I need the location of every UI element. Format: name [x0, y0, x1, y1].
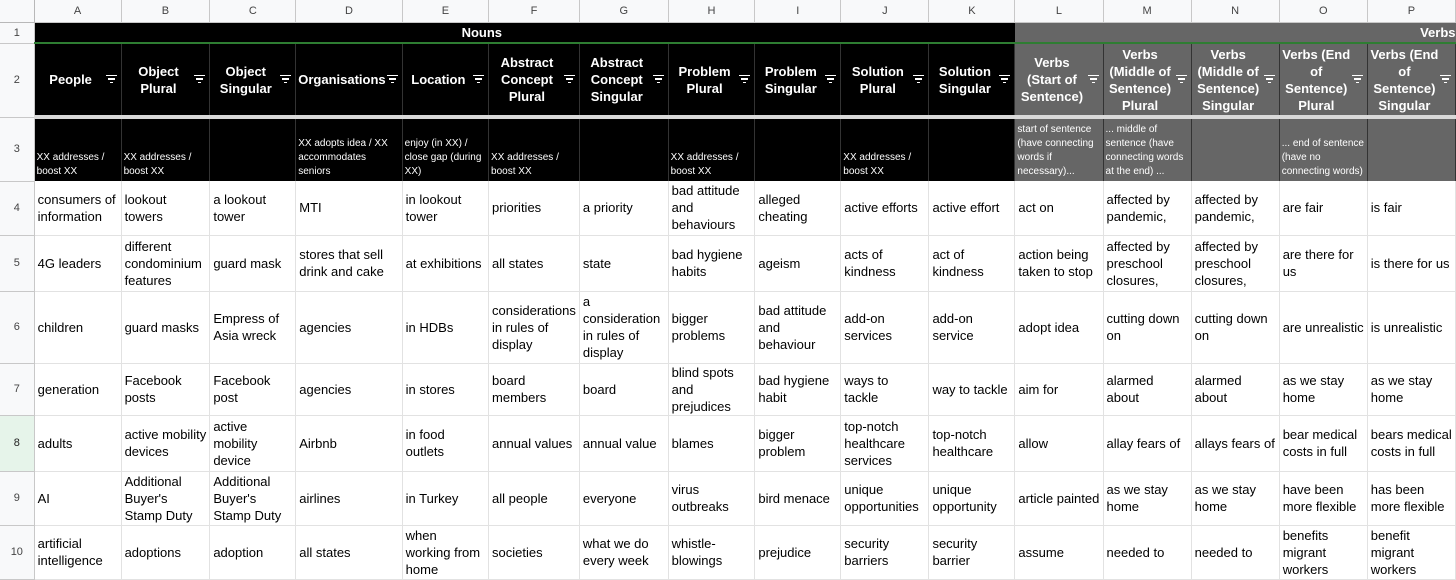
filter-icon[interactable]	[1264, 75, 1275, 85]
column-header-a[interactable]: A	[34, 0, 121, 22]
cell-i8[interactable]: bigger problem	[755, 415, 841, 471]
column-title-text: Verbs (End of Sentence) Plural	[1282, 46, 1351, 113]
cell-j4[interactable]: active efforts	[841, 181, 929, 235]
cell-f5[interactable]: all states	[489, 235, 580, 291]
column-title-k[interactable]	[929, 43, 1015, 117]
column-header-h[interactable]: H	[668, 0, 755, 22]
cell-f8[interactable]: annual values	[489, 415, 580, 471]
table-row	[0, 471, 1456, 525]
cell-j6[interactable]: add-on services	[841, 291, 929, 363]
cell-c6[interactable]: Empress of Asia wreck	[210, 291, 296, 363]
cell-c4[interactable]: a lookout tower	[210, 181, 296, 235]
cell-l4[interactable]: act on	[1015, 181, 1103, 235]
cell-e4[interactable]: in lookout tower	[402, 181, 488, 235]
table-row	[0, 181, 1456, 235]
cell-g5[interactable]: state	[579, 235, 668, 291]
column-title-text: Problem Plural	[678, 63, 731, 96]
cell-p10[interactable]: benefit migrant workers	[1367, 525, 1455, 579]
column-header-e[interactable]: E	[402, 0, 488, 22]
cell-p7[interactable]: as we stay home	[1367, 363, 1455, 415]
cell-k5[interactable]: act of kindness	[929, 235, 1015, 291]
column-title-a[interactable]	[34, 43, 121, 117]
cell-c8[interactable]: active mobility device	[210, 415, 296, 471]
filter-icon[interactable]	[739, 75, 750, 85]
cell-g10[interactable]: what we do every week	[579, 525, 668, 579]
column-description-g[interactable]	[579, 117, 668, 181]
column-description-h[interactable]: XX addresses / boost XX	[668, 117, 755, 181]
row-header-1[interactable]: 1	[0, 22, 34, 43]
cell-b6[interactable]: guard masks	[121, 291, 210, 363]
column-header-k[interactable]: K	[929, 0, 1015, 22]
column-description-i[interactable]	[755, 117, 841, 181]
filter-icon[interactable]	[280, 75, 291, 85]
column-title-h[interactable]	[668, 43, 755, 117]
cell-d10[interactable]: all states	[296, 525, 402, 579]
column-title-g[interactable]	[579, 43, 668, 117]
column-title-text: Problem Singular	[764, 63, 817, 96]
filter-icon[interactable]	[825, 75, 836, 85]
column-header-g[interactable]: G	[579, 0, 668, 22]
cell-k9[interactable]: unique opportunity	[929, 471, 1015, 525]
cell-i9[interactable]: bird menace	[755, 471, 841, 525]
cell-a8[interactable]: adults	[34, 415, 121, 471]
cell-n5[interactable]: affected by preschool closures,	[1191, 235, 1279, 291]
cell-b8[interactable]: active mobility devices	[121, 415, 210, 471]
column-title-text: Abstract Concept Singular	[590, 55, 644, 104]
cell-h5[interactable]: bad hygiene habits	[668, 235, 755, 291]
row-header-2[interactable]: 2	[0, 43, 34, 117]
cell-c9[interactable]: Additional Buyer's Stamp Duty	[210, 471, 296, 525]
cell-h9[interactable]: virus outbreaks	[668, 471, 755, 525]
filter-icon[interactable]	[564, 75, 575, 85]
row-header-3[interactable]: 3	[0, 117, 34, 181]
cell-a4[interactable]: consumers of information	[34, 181, 121, 235]
column-description-c[interactable]	[210, 117, 296, 181]
column-title-text: Verbs (Middle of Sentence) Plural	[1108, 46, 1172, 113]
column-description-o[interactable]: ... end of sentence (have no connecting words)	[1279, 117, 1367, 181]
cell-b5[interactable]: different condominium features	[121, 235, 210, 291]
row-header-8[interactable]: 8	[0, 415, 34, 471]
cell-j10[interactable]: security barriers	[841, 525, 929, 579]
cell-d4[interactable]: MTI	[296, 181, 402, 235]
filter-icon[interactable]	[194, 75, 205, 85]
filter-icon[interactable]	[387, 75, 398, 85]
cell-k8[interactable]: top-notch healthcare	[929, 415, 1015, 471]
cell-k1[interactable]	[929, 22, 1015, 43]
row-header-4[interactable]: 4	[0, 181, 34, 235]
cell-n7[interactable]: alarmed about	[1191, 363, 1279, 415]
column-description-a[interactable]: XX addresses / boost XX	[34, 117, 121, 181]
row-header-6[interactable]: 6	[0, 291, 34, 363]
cell-l5[interactable]: action being taken to stop	[1015, 235, 1103, 291]
cell-c7[interactable]: Facebook post	[210, 363, 296, 415]
cell-e5[interactable]: at exhibitions	[402, 235, 488, 291]
cell-a10[interactable]: artificial intelligence	[34, 525, 121, 579]
column-header-p[interactable]: P	[1367, 0, 1455, 22]
column-title-b[interactable]	[121, 43, 210, 117]
cell-p9[interactable]: has been more flexible	[1367, 471, 1455, 525]
column-header-o[interactable]: O	[1279, 0, 1367, 22]
cell-b9[interactable]: Additional Buyer's Stamp Duty	[121, 471, 210, 525]
column-header-m[interactable]: M	[1103, 0, 1191, 22]
cell-o8[interactable]: bear medical costs in full	[1279, 415, 1367, 471]
cell-l8[interactable]: allow	[1015, 415, 1103, 471]
cell-i6[interactable]: bad attitude and behaviour	[755, 291, 841, 363]
cell-b4[interactable]: lookout towers	[121, 181, 210, 235]
column-title-text: Verbs (Middle of Sentence) Singular	[1197, 46, 1260, 113]
cell-p6[interactable]: is unrealistic	[1367, 291, 1455, 363]
filter-icon[interactable]	[106, 75, 117, 85]
cell-j9[interactable]: unique opportunities	[841, 471, 929, 525]
column-title-text: Object Plural	[138, 63, 179, 96]
nouns-group-label[interactable]: Nouns	[34, 22, 929, 43]
cell-i10[interactable]: prejudice	[755, 525, 841, 579]
cell-i5[interactable]: ageism	[755, 235, 841, 291]
filter-icon[interactable]	[653, 75, 664, 85]
cell-b7[interactable]: Facebook posts	[121, 363, 210, 415]
column-header-b[interactable]: B	[121, 0, 210, 22]
cell-g9[interactable]: everyone	[579, 471, 668, 525]
column-title-text: Object Singular	[219, 63, 272, 96]
cell-l10[interactable]: assume	[1015, 525, 1103, 579]
cell-n8[interactable]: allays fears of	[1191, 415, 1279, 471]
cell-f6[interactable]: considerations in rules of display	[489, 291, 580, 363]
column-title-n[interactable]	[1191, 43, 1279, 117]
column-title-j[interactable]	[841, 43, 929, 117]
cell-o10[interactable]: benefits migrant workers	[1279, 525, 1367, 579]
cell-o5[interactable]: are there for us	[1279, 235, 1367, 291]
column-description-f[interactable]: XX addresses / boost XX	[489, 117, 580, 181]
cell-p5[interactable]: is there for us	[1367, 235, 1455, 291]
filter-icon[interactable]	[1088, 75, 1099, 85]
cell-g8[interactable]: annual value	[579, 415, 668, 471]
column-description-d[interactable]: XX adopts idea / XX accommodates seniors	[296, 117, 402, 181]
column-title-l[interactable]	[1015, 43, 1103, 117]
cell-m7[interactable]: alarmed about	[1103, 363, 1191, 415]
cell-m5[interactable]: affected by preschool closures,	[1103, 235, 1191, 291]
cell-e7[interactable]: in stores	[402, 363, 488, 415]
cell-i4[interactable]: alleged cheating	[755, 181, 841, 235]
select-all-corner[interactable]	[0, 0, 34, 22]
cell-a7[interactable]: generation	[34, 363, 121, 415]
column-description-m[interactable]: ... middle of sentence (have connecting words at the end) ...	[1103, 117, 1191, 181]
column-header-c[interactable]: C	[210, 0, 296, 22]
column-title-text: People	[49, 72, 92, 87]
cell-e10[interactable]: when working from home	[402, 525, 488, 579]
column-description-l[interactable]: start of sentence (have connecting words if necessary)...	[1015, 117, 1103, 181]
filter-icon[interactable]	[913, 75, 924, 85]
filter-icon[interactable]	[999, 75, 1010, 85]
row-header-7[interactable]: 7	[0, 363, 34, 415]
cell-p8[interactable]: bears medical costs in full	[1367, 415, 1455, 471]
column-title-c[interactable]	[210, 43, 296, 117]
column-title-m[interactable]	[1103, 43, 1191, 117]
cell-f10[interactable]: societies	[489, 525, 580, 579]
cell-i7[interactable]: bad hygiene habit	[755, 363, 841, 415]
cell-g6[interactable]: a consideration in rules of display	[579, 291, 668, 363]
cell-a5[interactable]: 4G leaders	[34, 235, 121, 291]
cell-o4[interactable]: are fair	[1279, 181, 1367, 235]
cell-d7[interactable]: agencies	[296, 363, 402, 415]
cell-k6[interactable]: add-on service	[929, 291, 1015, 363]
cell-m9[interactable]: as we stay home	[1103, 471, 1191, 525]
cell-l9[interactable]: article painted	[1015, 471, 1103, 525]
filter-icon[interactable]	[473, 75, 484, 85]
cell-g7[interactable]: board	[579, 363, 668, 415]
table-row	[0, 525, 1456, 579]
column-header-l[interactable]: L	[1015, 0, 1103, 22]
cell-o6[interactable]: are unrealistic	[1279, 291, 1367, 363]
table-row	[0, 291, 1456, 363]
cell-d6[interactable]: agencies	[296, 291, 402, 363]
column-title-f[interactable]	[489, 43, 580, 117]
cell-j5[interactable]: acts of kindness	[841, 235, 929, 291]
cell-j8[interactable]: top-notch healthcare services	[841, 415, 929, 471]
row-header-5[interactable]: 5	[0, 235, 34, 291]
cell-b10[interactable]: adoptions	[121, 525, 210, 579]
cell-f7[interactable]: board members	[489, 363, 580, 415]
cell-m8[interactable]: allay fears of	[1103, 415, 1191, 471]
row-header-10[interactable]: 10	[0, 525, 34, 579]
cell-c5[interactable]: guard mask	[210, 235, 296, 291]
cell-k4[interactable]: active effort	[929, 181, 1015, 235]
table-row	[0, 415, 1456, 471]
cell-h8[interactable]: blames	[668, 415, 755, 471]
cell-g4[interactable]: a priority	[579, 181, 668, 235]
column-description-k[interactable]	[929, 117, 1015, 181]
column-title-i[interactable]	[755, 43, 841, 117]
cell-j7[interactable]: ways to tackle	[841, 363, 929, 415]
cell-n6[interactable]: cutting down on	[1191, 291, 1279, 363]
cell-m4[interactable]: affected by pandemic,	[1103, 181, 1191, 235]
column-title-d[interactable]	[296, 43, 402, 117]
column-header-f[interactable]: F	[489, 0, 580, 22]
cell-p4[interactable]: is fair	[1367, 181, 1455, 235]
column-header-i[interactable]: I	[755, 0, 841, 22]
cell-k7[interactable]: way to tackle	[929, 363, 1015, 415]
cell-n9[interactable]: as we stay home	[1191, 471, 1279, 525]
cell-n10[interactable]: needed to	[1191, 525, 1279, 579]
cell-f9[interactable]: all people	[489, 471, 580, 525]
column-title-text: Abstract Concept Plural	[500, 55, 554, 104]
column-description-p[interactable]	[1367, 117, 1455, 181]
cell-k10[interactable]: security barrier	[929, 525, 1015, 579]
filter-icon[interactable]	[1440, 75, 1451, 85]
cell-o9[interactable]: have been more flexible	[1279, 471, 1367, 525]
column-description-b[interactable]: XX addresses / boost XX	[121, 117, 210, 181]
column-header-d[interactable]: D	[296, 0, 402, 22]
column-description-n[interactable]	[1191, 117, 1279, 181]
cell-e6[interactable]: in HDBs	[402, 291, 488, 363]
column-title-o[interactable]	[1279, 43, 1367, 117]
row-header-9[interactable]: 9	[0, 471, 34, 525]
column-title-text: Solution Singular	[938, 63, 991, 96]
column-header-j[interactable]: J	[841, 0, 929, 22]
cell-e8[interactable]: in food outlets	[402, 415, 488, 471]
cell-n4[interactable]: affected by pandemic,	[1191, 181, 1279, 235]
filter-icon[interactable]	[1352, 75, 1363, 85]
cell-l7[interactable]: aim for	[1015, 363, 1103, 415]
cell-a6[interactable]: children	[34, 291, 121, 363]
cell-d8[interactable]: Airbnb	[296, 415, 402, 471]
filter-icon[interactable]	[1176, 75, 1187, 85]
cell-l6[interactable]: adopt idea	[1015, 291, 1103, 363]
column-header-n[interactable]: N	[1191, 0, 1279, 22]
cell-e9[interactable]: in Turkey	[402, 471, 488, 525]
cell-d5[interactable]: stores that sell drink and cake	[296, 235, 402, 291]
cell-h6[interactable]: bigger problems	[668, 291, 755, 363]
cell-m6[interactable]: cutting down on	[1103, 291, 1191, 363]
cell-o7[interactable]: as we stay home	[1279, 363, 1367, 415]
column-title-text: Solution Plural	[851, 63, 904, 96]
cell-f4[interactable]: priorities	[489, 181, 580, 235]
column-title-text: Verbs (End of Sentence) Singular	[1370, 46, 1439, 113]
column-title-p[interactable]	[1367, 43, 1455, 117]
column-description-j[interactable]: XX addresses / boost XX	[841, 117, 929, 181]
verbs-group-label[interactable]: Verbs	[1015, 22, 1456, 43]
column-description-e[interactable]: enjoy (in XX) / close gap (during XX)	[402, 117, 488, 181]
table-row	[0, 363, 1456, 415]
cell-c10[interactable]: adoption	[210, 525, 296, 579]
cell-h7[interactable]: blind spots and prejudices	[668, 363, 755, 415]
column-title-text: Verbs (Start of Sentence)	[1020, 55, 1084, 104]
column-title-text: Organisations	[298, 72, 386, 87]
cell-a9[interactable]: AI	[34, 471, 121, 525]
column-title-text: Location	[411, 72, 466, 87]
cell-d9[interactable]: airlines	[296, 471, 402, 525]
column-title-e[interactable]	[402, 43, 488, 117]
table-row	[0, 235, 1456, 291]
cell-h4[interactable]: bad attitude and behaviours	[668, 181, 755, 235]
cell-h10[interactable]: whistle-blowings	[668, 525, 755, 579]
cell-m10[interactable]: needed to	[1103, 525, 1191, 579]
